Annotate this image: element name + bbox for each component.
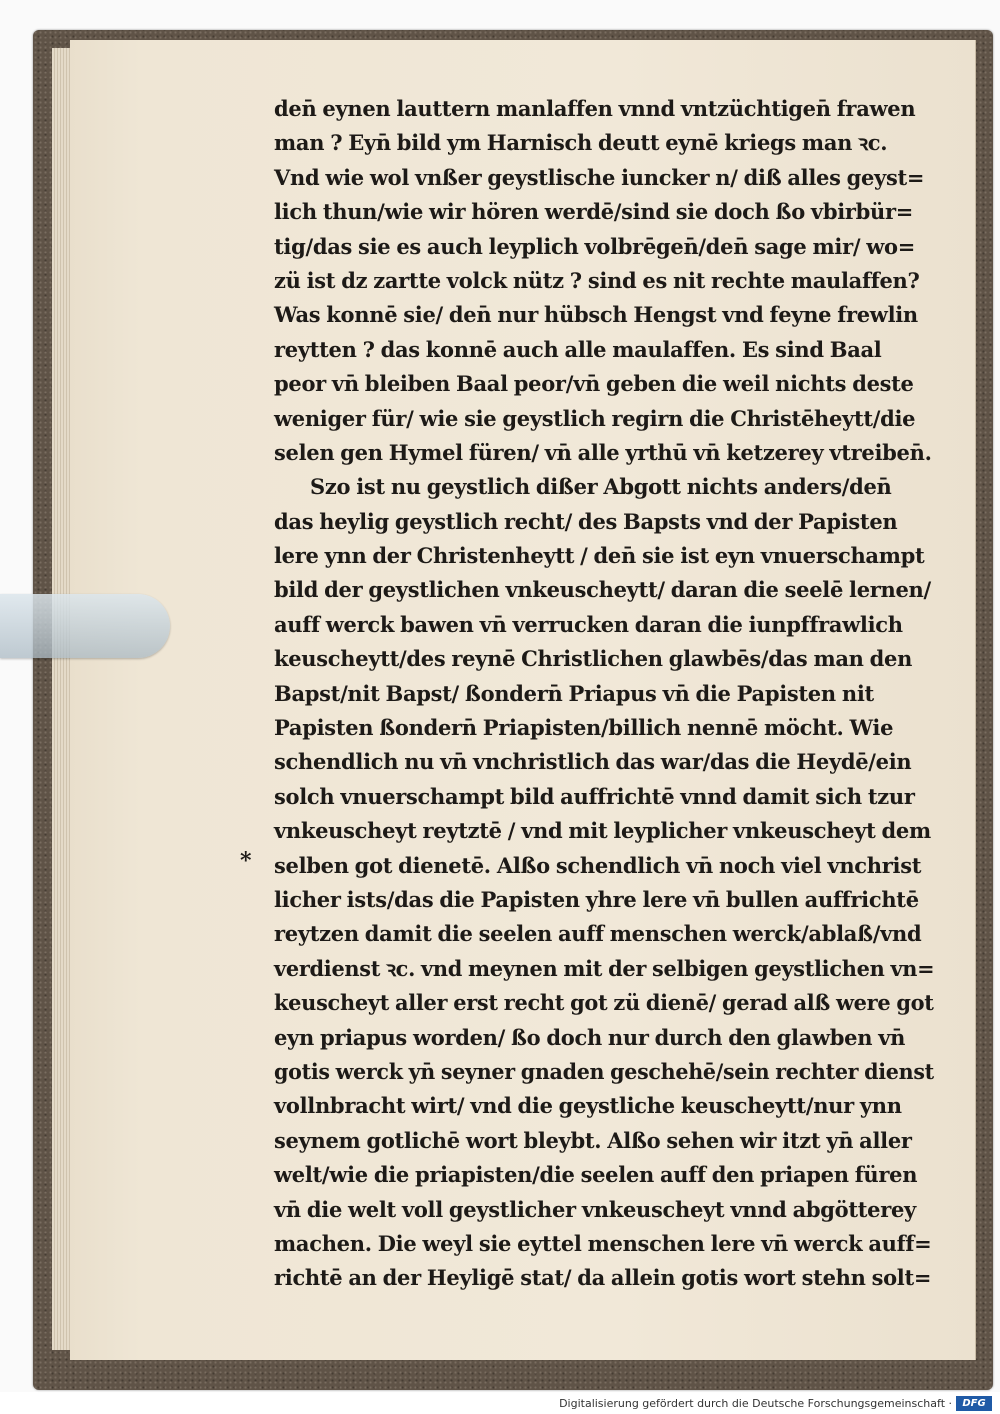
- text-line: vn̄ die welt voll geystlicher vnkeuscheyt vnnd abgötterey: [274, 1196, 916, 1222]
- text-line: Bapst/nit Bapst/ ßondern̄ Priapus vn̄ die Papisten nit: [274, 680, 874, 706]
- text-line: weniger für/ wie sie geystlich regirn die Christēheytt/die: [274, 405, 916, 431]
- text-line: seynem gotlichē wort bleybt. Alßo sehen wir itzt yn̄ aller: [274, 1127, 912, 1153]
- text-line: Papisten ßondern̄ Priapisten/billich nennē möcht. Wie: [274, 715, 894, 741]
- text-line: reytten ? das konnē auch alle maulaffen. Es sind Baal: [274, 336, 882, 362]
- text-line: man ? Eyn̄ bild ym Harnisch deutt eynē kriegs man ꝛc.: [274, 130, 888, 156]
- text-line: lich thun/wie wir hören werdē/sind sie doch ßo vbirbür=: [274, 199, 914, 225]
- text-line: schendlich nu vn̄ vnchristlich das war/das die Heydē/ein: [274, 749, 912, 775]
- text-line: Szo ist nu geystlich dißer Abgott nichts anders/den̄: [310, 474, 892, 500]
- text-line: vollnbracht wirt/ vnd die geystliche keuscheytt/nur ynn: [274, 1093, 902, 1119]
- text-line: licher ists/das die Papisten yhre lere vn̄ bullen auffrichtē: [274, 886, 919, 912]
- text-line: verdienst ꝛc. vnd meynen mit der selbigen geystlichen vn=: [274, 955, 935, 981]
- text-line: welt/wie die priapisten/die seelen auff den priapen füren: [274, 1162, 918, 1188]
- text-line: gotis werck yn̄ seyner gnaden geschehē/sein rechter dienst: [274, 1058, 934, 1084]
- text-line: peor vn̄ bleiben Baal peor/vn̄ geben die weil nichts deste: [274, 371, 914, 397]
- text-line: das heylig geystlich recht/ des Bapsts vnd der Papisten: [274, 508, 898, 534]
- text-line: Was konnē sie/ den̄ nur hübsch Hengst vnd feyne frewlin: [274, 302, 918, 328]
- text-line: selben got dienetē. Alßo schendlich vn̄ noch viel vnchrist: [274, 852, 922, 878]
- text-line: Vnd wie wol vnßer geystlische iuncker n/ diß alles geyst=: [274, 164, 925, 190]
- text-line: richtē an der Heyligē stat/ da allein gotis wort stehn solt=: [274, 1265, 932, 1291]
- footer-bar: [0, 1394, 1000, 1414]
- margin-mark: *: [240, 848, 252, 874]
- text-line: den̄ eynen lauttern manlaffen vnnd vntzüchtigen̄ frawen: [274, 96, 916, 121]
- bookmark-strip: [0, 594, 170, 658]
- text-line: keuscheyt aller erst recht got zü dienē/ gerad alß were got: [274, 990, 934, 1016]
- text-line: reytzen damit die seelen auff menschen werck/ablaß/vnd: [274, 921, 922, 947]
- text-line: eyn priapus worden/ ßo doch nur durch den glawben vn̄: [274, 1024, 906, 1050]
- text-line: auff werck bawen vn̄ verrucken daran die iunpffrawlich: [274, 611, 903, 637]
- text-line: selen gen Hymel füren/ vn̄ alle yrthū vn̄ ketzerey vtreiben̄.: [274, 439, 932, 465]
- dfg-logo: DFG: [956, 1396, 992, 1411]
- text-line: machen. Die weyl sie eyttel menschen lere vn̄ werck auff=: [274, 1230, 932, 1256]
- text-line: solch vnuerschampt bild auffrichtē vnnd damit sich tzur: [274, 783, 915, 809]
- text-line: vnkeuscheyt reytztē / vnd mit leyplicher vnkeuscheyt dem: [274, 818, 931, 844]
- text-line: keuscheytt/des reynē Christlichen glawbēs/das man den: [274, 646, 913, 672]
- footer-credit: Digitalisierung gefördert durch die Deutsche Forschungsgemeinschaft ·: [559, 1397, 952, 1410]
- text-line: tig/das sie es auch leyplich volbrēgen̄/den̄ sage mir/ wo=: [274, 233, 916, 259]
- text-block: [274, 92, 934, 1296]
- text-line: bild der geystlichen vnkeuscheytt/ daran die seelē lernen/: [274, 577, 931, 603]
- text-line: zü ist dz zartte volck nütz ? sind es nit rechte maulaffen?: [274, 267, 920, 293]
- text-line: lere ynn der Christenheytt / den̄ sie ist eyn vnuerschampt: [274, 543, 925, 569]
